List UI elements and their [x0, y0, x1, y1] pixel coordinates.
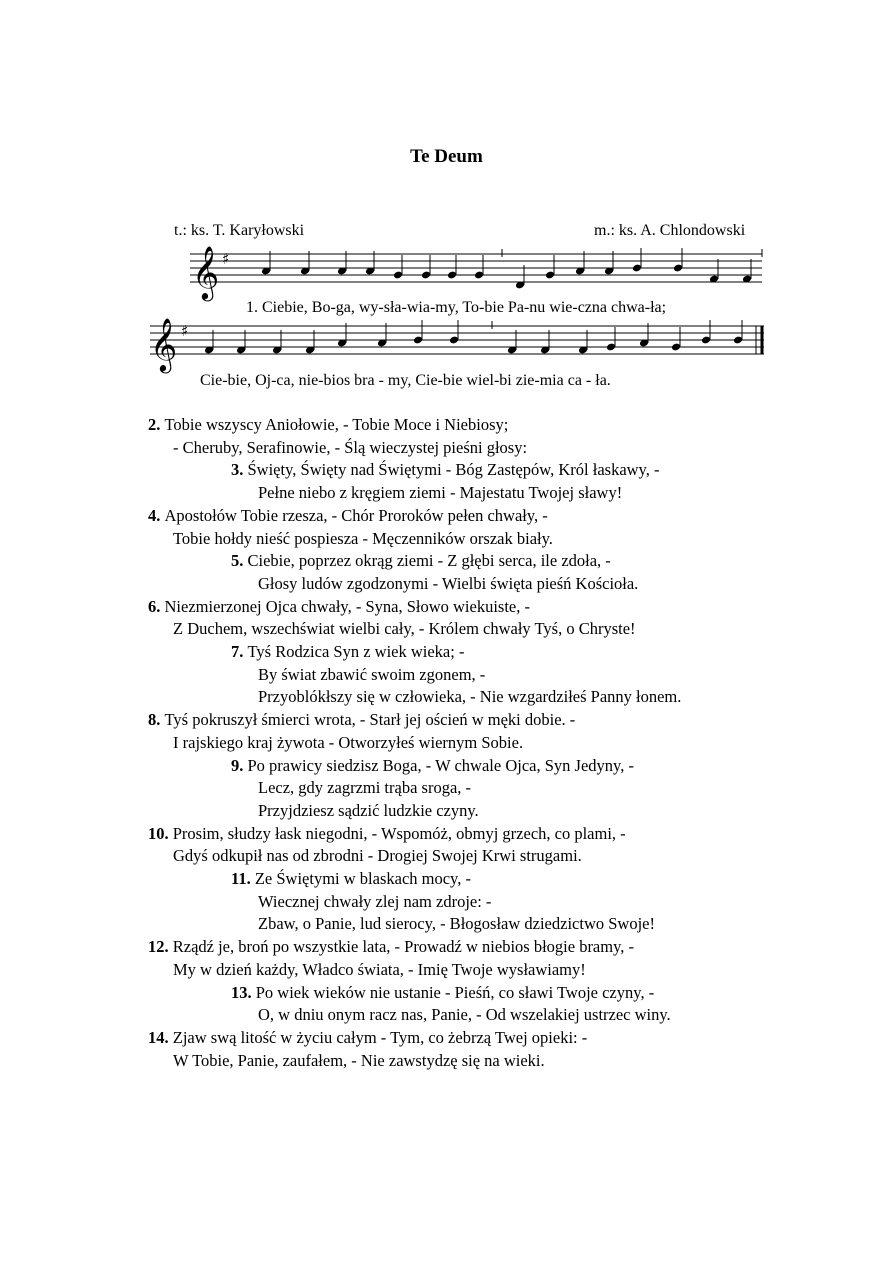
- verse-text: O, w dniu onym racz nas, Panie, - Od wszelakiej ustrzec winy.: [258, 1005, 671, 1025]
- verse-text: Przyoblókłszy się w człowieka, - Nie wzgardziłeś Panny łonem.: [258, 687, 682, 707]
- verse-line: [258, 573, 638, 595]
- text-author-credit: t.: ks. T. Karyłowski: [174, 222, 305, 239]
- verse-text: Lecz, gdy zagrzmi trąba sroga, -: [258, 778, 472, 798]
- verse-text: By świat zbawić swoim zgonem, -: [258, 664, 486, 684]
- verse-line: [258, 1004, 671, 1026]
- verse-line: [231, 550, 611, 572]
- music-staff-1: [0, 244, 893, 304]
- verse-line: [258, 664, 485, 686]
- verse-text: Rządź je, broń po wszystkie lata, - Prowadź w niebios błogie bramy, -: [172, 937, 635, 957]
- verse-text: Przyjdziesz sądzić ludzkie czyny.: [258, 800, 479, 820]
- treble-clef-icon: 𝄞: [150, 317, 178, 371]
- sharp-icon: ♯: [181, 322, 189, 340]
- verse-number: 4.: [148, 505, 165, 525]
- verse-text: Ze Świętymi w blaskach mocy, -: [254, 869, 471, 888]
- verse-line: [173, 732, 523, 754]
- verse-text: Niezmierzonej Ojca chwały, - Syna, Słowo wiekuiste, -: [164, 596, 530, 616]
- verse-number: 8.: [148, 710, 165, 730]
- verse-text: - Cheruby, Serafinowie, - Ślą wieczystej pieśni głosy:: [173, 437, 528, 457]
- sharp-icon: ♯: [222, 250, 230, 268]
- music-staff-2: [0, 316, 893, 376]
- treble-clef-icon: 𝄞: [192, 245, 220, 299]
- verse-text: Prosim, słudzy łask niegodni, - Wspomóż, obmyj grzech, co plami, -: [172, 823, 626, 843]
- verse-text: Po wiek wieków nie ustanie - Pieśń, co sławi Twoje czyny, -: [255, 982, 655, 1002]
- verse-line: [173, 1050, 545, 1072]
- verse-line: [148, 1027, 587, 1049]
- verse-number: 5.: [231, 551, 248, 571]
- verse-line: [258, 777, 471, 799]
- verse-text: Apostołów Tobie rzesza, - Chór Proroków pełen chwały, -: [164, 505, 548, 525]
- verse-text: Zjaw swą litość w życiu całym - Tym, co żebrzą Twej opieki: -: [172, 1027, 588, 1047]
- verse-line: [173, 528, 553, 550]
- verse-line: [231, 641, 464, 663]
- verse-line: [258, 686, 681, 708]
- verse-number: 13.: [231, 982, 256, 1002]
- staff-2-notes: [204, 320, 743, 354]
- verse-line: [148, 823, 626, 845]
- verse-text: Tyś Rodzica Syn z wiek wieka; -: [247, 642, 465, 661]
- lyric-line-1: 1. Ciebie, Bo-ga, wy-sła-wia-my, To-bie Pa-nu wie-czna chwa-ła;: [246, 299, 667, 316]
- verse-line: [173, 959, 586, 981]
- verse-text: Gdyś odkupił nas od zbrodni - Drogiej Swojej Krwi strugami.: [173, 846, 582, 866]
- verse-line: [173, 618, 636, 640]
- verse-line: [148, 596, 530, 618]
- verse-text: Zbaw, o Panie, lud sierocy, - Błogosław dziedzictwo Swoje!: [258, 914, 655, 934]
- verse-text: I rajskiego kraj żywota - Otworzyłeś wiernym Sobie.: [173, 732, 524, 752]
- verse-text: Ciebie, poprzez okrąg ziemi - Z głębi serca, ile zdoła, -: [247, 551, 611, 571]
- verse-text: W Tobie, Panie, zaufałem, - Nie zawstydzę się na wieki.: [173, 1050, 545, 1070]
- verse-number: 9.: [231, 755, 248, 775]
- lyric-line-2: Cie-bie, Oj-ca, nie-bios bra - my, Cie-bie wiel-bi zie-mia ca - ła.: [200, 372, 611, 389]
- verse-number: 3.: [231, 460, 248, 480]
- verse-line: [231, 982, 654, 1004]
- verse-text: Głosy ludów zgodzonymi - Wielbi święta pieśń Kościoła.: [258, 573, 639, 593]
- music-author-credit: m.: ks. A. Chlondowski: [594, 222, 746, 239]
- verse-text: Święty, Święty nad Świętymi - Bóg Zastępów, Król łaskawy, -: [247, 460, 660, 480]
- verse-number: 11.: [231, 869, 255, 888]
- verse-line: [148, 414, 508, 436]
- verse-text: My w dzień każdy, Władco świata, - Imię Twoje wysławiamy!: [173, 959, 586, 979]
- verse-line: [258, 913, 655, 935]
- verse-line: [148, 505, 548, 527]
- page-title: Te Deum: [410, 146, 483, 167]
- verse-line: [148, 709, 575, 731]
- verse-line: [148, 936, 634, 958]
- verse-number: 7.: [231, 642, 248, 661]
- verse-line: [258, 800, 479, 822]
- verse-line: [231, 868, 471, 890]
- verse-line: [258, 891, 491, 913]
- verse-text: Tyś pokruszył śmierci wrota, - Starł jej oścień w męki dobie. -: [164, 710, 576, 730]
- verse-line: [173, 845, 582, 867]
- verse-line: [231, 459, 659, 481]
- verse-number: 6.: [148, 596, 165, 616]
- verse-text: Z Duchem, wszechświat wielbi cały, - Królem chwały Tyś, o Chryste!: [173, 619, 636, 639]
- verse-number: 12.: [148, 937, 173, 957]
- verse-text: Wiecznej chwały zlej nam zdroje: -: [258, 891, 492, 911]
- verse-text: Tobie wszyscy Aniołowie, - Tobie Moce i Niebiosy;: [164, 415, 509, 434]
- verse-text: Tobie hołdy nieść pospiesza - Męczenników orszak biały.: [173, 528, 553, 548]
- verse-line: [258, 482, 622, 504]
- verse-number: 10.: [148, 823, 173, 843]
- verse-line: [173, 437, 527, 459]
- verse-text: Po prawicy siedzisz Boga, - W chwale Ojca, Syn Jedyny, -: [247, 755, 634, 775]
- verse-number: 14.: [148, 1027, 173, 1047]
- verse-text: Pełne niebo z kręgiem ziemi - Majestatu Twojej sławy!: [258, 483, 623, 503]
- verse-number: 2.: [148, 415, 165, 434]
- verse-line: [231, 755, 634, 777]
